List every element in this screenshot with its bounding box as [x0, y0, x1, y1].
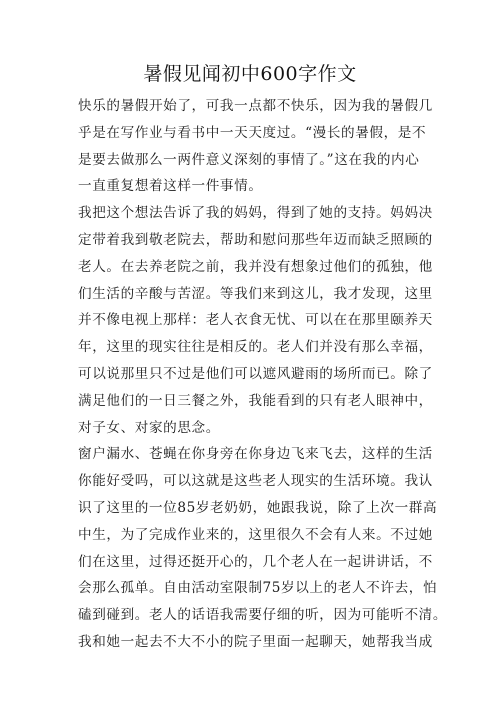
text-line: 们在这里，过得还挺开心的，几个老人在一起讲讲话，不 [78, 553, 433, 570]
text-line: 定带着我到敬老院去，帮助和慰问那些年迈而缺乏照顾的 [78, 231, 433, 248]
text-line: 你能好受吗，可以这就是这些老人现实的生活环境。我认 [78, 473, 433, 490]
text-line: 乎是在写作业与看书中一天天度过。“漫长的暑假，是不 [78, 124, 427, 141]
text-line: 磕到碰到。老人的话语我需要仔细的听，因为可能听不清。 [78, 607, 448, 624]
document-title: 暑假见闻初中600字作文 [143, 63, 357, 85]
text-line: 识了这里的一位85岁老奶奶，她跟我说，除了上次一群高 [78, 499, 438, 516]
text-line: 一直重复想着这样一件事情。 [78, 178, 263, 195]
text-line: 我和她一起去不大不小的院子里面一起聊天，她帮我当成 [78, 633, 433, 650]
text-line: 中生，为了完成作业来的，这里很久不会有人来。不过她 [78, 526, 433, 543]
text-line: 快乐的暑假开始了，可我一点都不快乐，因为我的暑假几 [78, 98, 433, 114]
text-line: 并不像电视上那样：老人衣食无忧、可以在在那里颐养天 [78, 312, 433, 329]
text-line: 会那么孤单。自由活动室限制75岁以上的老人不许去，怕 [78, 580, 438, 597]
text-line: 满足他们的一日三餐之外，我能看到的只有老人眼神中， [78, 392, 433, 409]
text-line: 是要去做那么一两件意义深刻的事情了。”这在我的内心 [78, 151, 420, 168]
text-line: 年，这里的现实往往是相反的。老人们并没有那么幸福， [78, 339, 433, 356]
text-line: 窗户漏水、苍蝇在你身旁在你身边飞来飞去，这样的生活 [78, 446, 433, 463]
text-line: 对子女、对家的思念。 [78, 419, 220, 436]
text-line: 们生活的辛酸与苦涩。等我们来到这儿，我才发现，这里 [78, 285, 433, 302]
text-line: 可以说那里只不过是他们可以遮风避雨的场所而已。除了 [78, 365, 433, 382]
text-line: 老人。在去养老院之前，我并没有想象过他们的孤独，他 [78, 258, 433, 275]
text-line: 我把这个想法告诉了我的妈妈，得到了她的支持。妈妈决 [78, 205, 433, 222]
document-body [78, 93, 448, 656]
